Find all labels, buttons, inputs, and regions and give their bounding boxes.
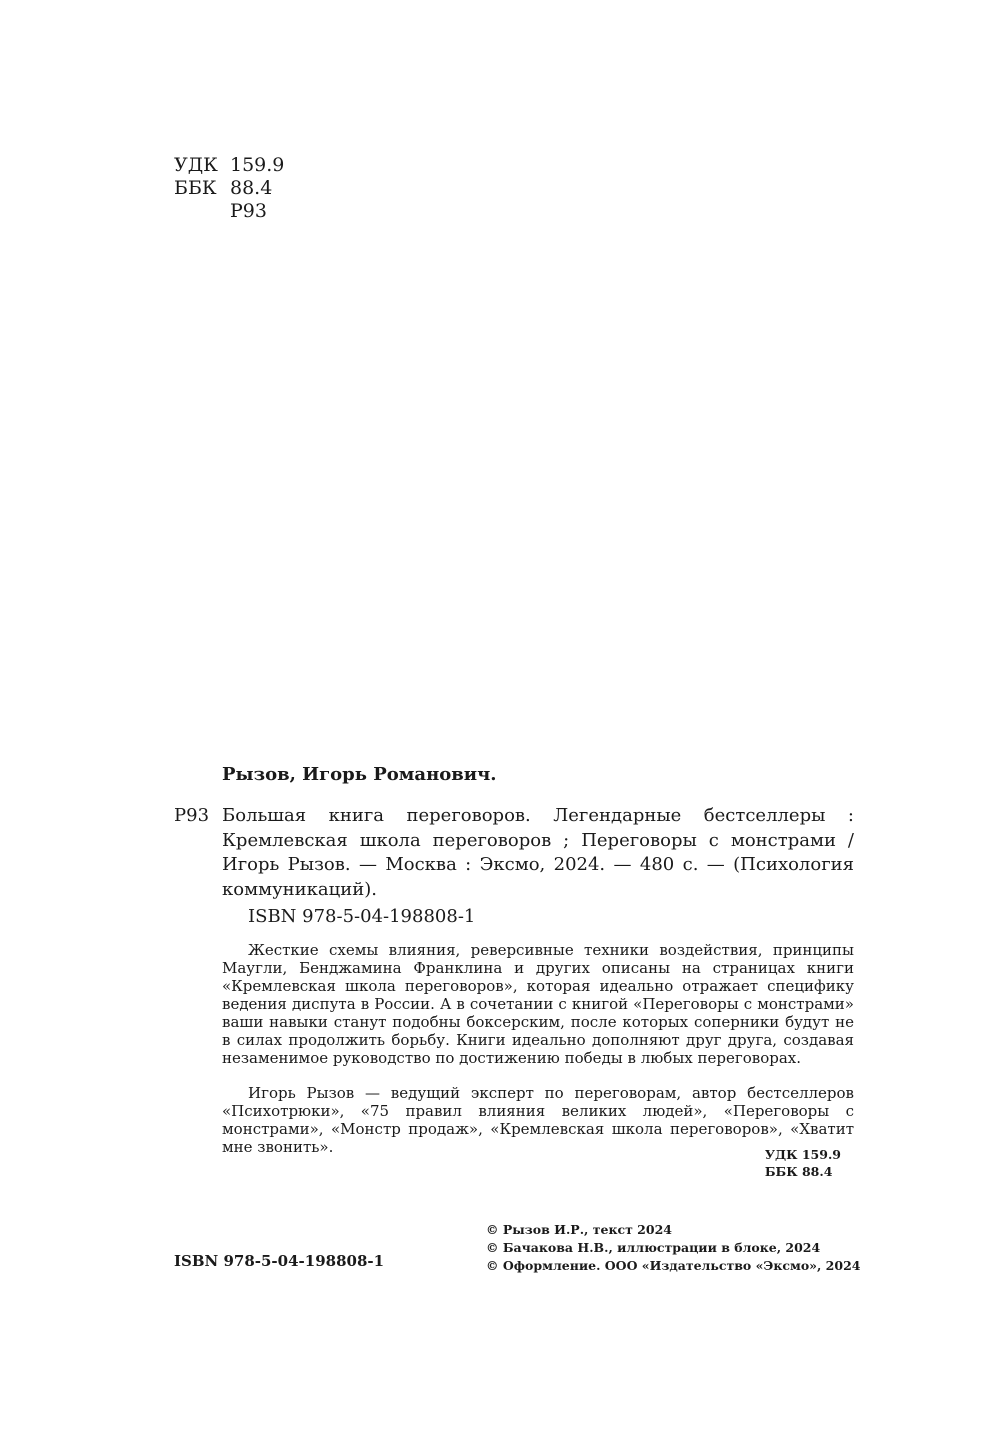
copyright-line: © Оформление. ООО «Издательство «Эксмо», 2024 <box>486 1258 861 1273</box>
bibliographic-entry <box>174 804 854 902</box>
udk-row <box>174 154 284 177</box>
author-heading: Рызов, Игорь Романович. <box>222 764 497 785</box>
copyright-block <box>486 1221 860 1275</box>
bbk-value: 88.4 <box>230 177 273 199</box>
author-bio-paragraph: Игорь Рызов — ведущий эксперт по переговорам, автор бестселлеров «Психотрюки», «75 правил влияния великих людей», «Переговоры с монстрами», «Монстр продаж», «Кремлевская школа переговоров», «Хватит мне звонить». <box>222 1084 854 1156</box>
entry-description: Большая книга переговоров. Легендарные бестселлеры : Кремлевская школа переговоров ; Переговоры с монстрами / Игорь Рызов. — Москва : Эксмо, 2024. — 480 с. — (Психология коммуникаций). <box>222 805 854 900</box>
entry-code: Р93 <box>174 805 210 826</box>
annotation-paragraph: Жесткие схемы влияния, реверсивные техники воздействия, принципы Маугли, Бенджамина Франклина и других описаны на страницах книги «Кремлевская школа переговоров», которая идеально отражает специфику ведения диспута в России. А в сочетании с книгой «Переговоры с монстрами» ваши навыки станут подобны боксерским, после которых соперники будут не в силах продолжить борьбу. Книги идеально дополняют друг друга, создавая незаменимое руководство по достижению победы в любых переговорах. <box>222 941 854 1067</box>
udk-value: 159.9 <box>230 154 285 176</box>
classification-block <box>174 154 284 223</box>
annotation <box>222 941 854 1156</box>
isbn-main: ISBN 978-5-04-198808-1 <box>248 906 476 927</box>
bbk-code: ББК 88.4 <box>764 1164 833 1179</box>
classification-codes-right <box>765 1146 841 1180</box>
udk-label: УДК <box>174 154 218 176</box>
author-sign: Р93 <box>230 200 267 222</box>
copyright-line: © Рызов И.Р., текст 2024 <box>486 1222 672 1237</box>
bbk-row <box>174 177 284 200</box>
author-sign-row <box>174 200 284 223</box>
isbn-bottom: ISBN 978-5-04-198808-1 <box>174 1252 385 1270</box>
bbk-label: ББК <box>174 177 217 199</box>
udk-code: УДК 159.9 <box>764 1147 841 1162</box>
copyright-line: © Бачакова Н.В., иллюстрации в блоке, 2024 <box>486 1240 821 1255</box>
